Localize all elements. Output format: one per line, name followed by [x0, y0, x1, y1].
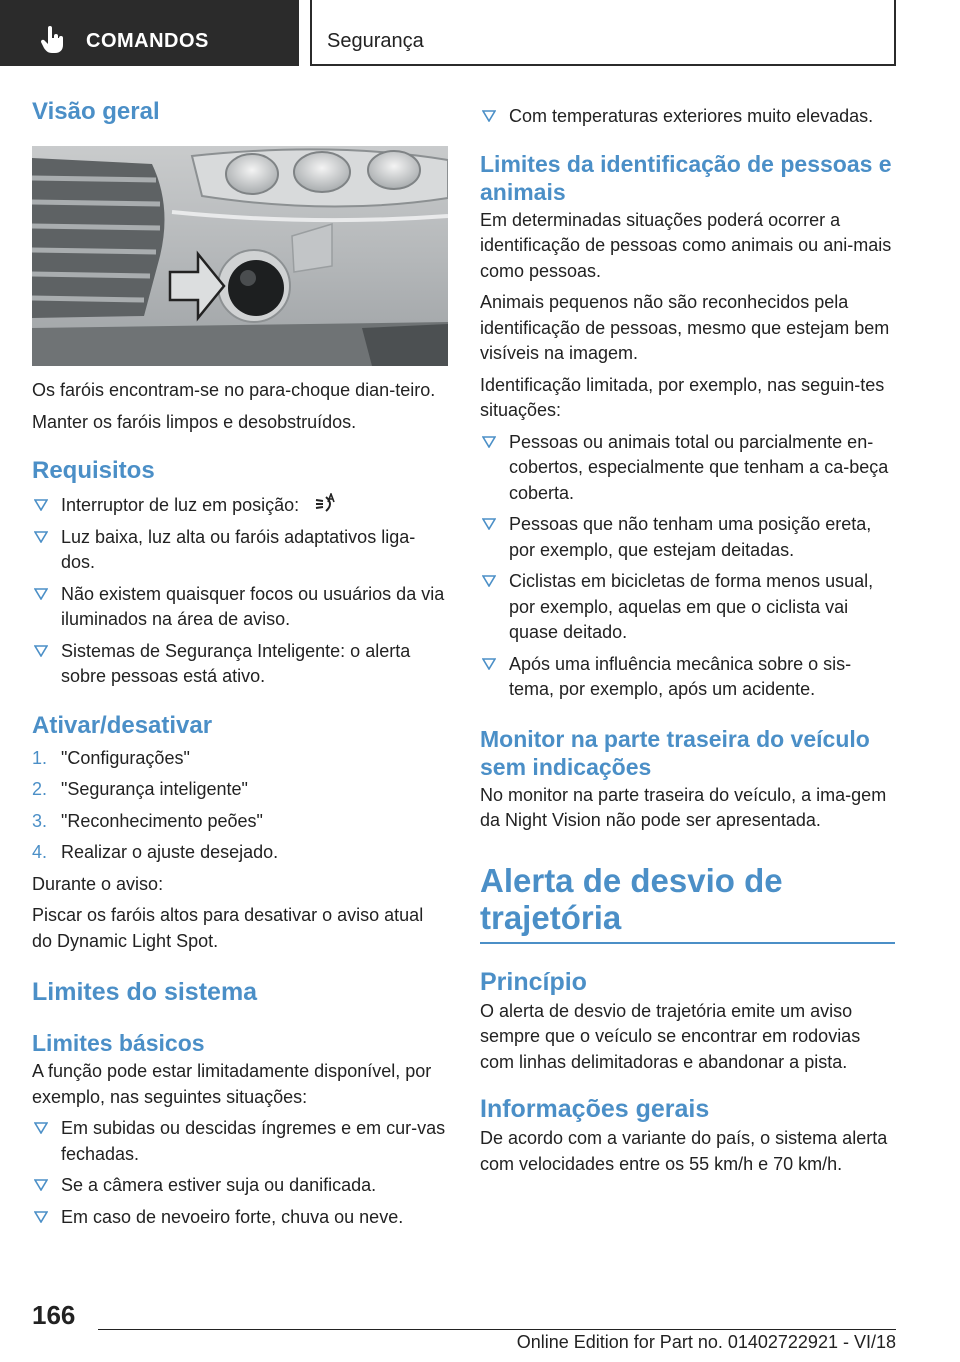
paragraph-farois-1: Os faróis encontram-se no para-choque dian-teiro.	[32, 380, 436, 400]
triangle-bullet-icon	[482, 575, 496, 587]
list-item: Em subidas ou descidas íngremes e em cur-vas fechadas.	[32, 1116, 448, 1167]
chapter-label: COMANDOS	[86, 30, 209, 52]
paragraph-ident-2: Animais pequenos não são reconhecidos pela identificação de pessoas, mesmo que estejam bem visíveis na imagem.	[480, 292, 890, 363]
list-item: 1. "Configurações"	[32, 747, 190, 768]
section-tab	[310, 0, 896, 66]
heading-monitor-traseira: Monitor na parte traseira do veículo sem indicações	[480, 725, 870, 780]
list-item: 3. "Reconhecimento peões"	[32, 810, 263, 831]
left-column	[32, 98, 448, 1230]
triangle-bullet-icon	[34, 499, 48, 511]
heading-informacoes-gerais: Informações gerais	[480, 1095, 710, 1123]
paragraph-farois-2: Manter os faróis limpos e desobstruídos.	[32, 411, 357, 432]
triangle-bullet-icon	[34, 1122, 48, 1134]
footer-edition: Online Edition for Part no. 01402722921 - VI/18	[516, 1332, 896, 1352]
triangle-bullet-icon	[34, 531, 48, 543]
heading-visao-geral: Visão geral	[32, 98, 160, 125]
paragraph-ident-1: Em determinadas situações poderá ocorrer a identificação de pessoas como animais ou ani-mais como pessoas.	[480, 209, 892, 281]
paragraph-principio: O alerta de desvio de trajetória emite um aviso sempre que o veículo se encontrar em rodovias com linhas delimitadoras e abandonar a pista.	[480, 1000, 861, 1072]
list-item: Luz baixa, luz alta ou faróis adaptativos liga-dos.	[32, 525, 448, 576]
list-item: Não existem quaisquer focos ou usuários da via iluminados na área de aviso.	[32, 582, 448, 633]
hand-pointer-icon	[40, 26, 66, 54]
heading-requisitos: Requisitos	[32, 457, 155, 484]
page-number: 166	[32, 1300, 76, 1330]
triangle-bullet-icon	[34, 1211, 48, 1223]
heading-principio: Princípio	[480, 967, 587, 996]
heading-alerta-desvio: Alerta de desvio de trajetória	[480, 862, 895, 944]
list-item: Em caso de nevoeiro forte, chuva ou neve.	[32, 1205, 448, 1231]
list-item: Se a câmera estiver suja ou danificada.	[32, 1173, 448, 1199]
paragraph-ident-3: Identificação limitada, por exemplo, nas seguin-tes situações:	[480, 374, 885, 420]
list-item: Pessoas que não tenham uma posição ereta, por exemplo, que estejam deitadas.	[480, 512, 895, 563]
list-item: Interruptor de luz em posição:	[32, 493, 448, 519]
list-item: 2. "Segurança inteligente"	[32, 779, 248, 799]
triangle-bullet-icon	[482, 110, 496, 122]
paragraph-monitor: No monitor na parte traseira do veículo, a ima-gem da Night Vision não pode ser apresentada.	[480, 784, 887, 830]
paragraph-funcao: A função pode estar limitadamente disponível, por exemplo, nas seguintes situações:	[32, 1061, 432, 1107]
page-header	[0, 0, 960, 66]
list-item: Com temperaturas exteriores muito elevadas.	[480, 104, 895, 130]
basicos-list	[32, 1116, 448, 1230]
basicos-list-continued	[480, 104, 895, 130]
list-item: Após uma influência mecânica sobre o sis-tema, por exemplo, após um acidente.	[480, 652, 895, 703]
list-item: Pessoas ou animais total ou parcialmente en-cobertos, especialmente que tenham a ca-beça coberta.	[480, 430, 895, 507]
right-column	[480, 104, 895, 1177]
ident-list	[480, 430, 895, 703]
automatic-headlight-icon	[314, 493, 336, 515]
heading-limites-sistema: Limites do sistema	[32, 978, 258, 1006]
paragraph-piscar: Piscar os faróis altos para desativar o aviso atual do Dynamic Light Spot.	[32, 905, 424, 951]
triangle-bullet-icon	[482, 518, 496, 530]
passos-list	[32, 746, 448, 866]
triangle-bullet-icon	[34, 645, 48, 657]
list-item: Sistemas de Segurança Inteligente: o alerta sobre pessoas está ativo.	[32, 639, 448, 690]
triangle-bullet-icon	[34, 1179, 48, 1191]
paragraph-info: De acordo com a variante do país, o sistema alerta com velocidades entre os 55 km/h e 70 km/h.	[480, 1128, 888, 1174]
triangle-bullet-icon	[482, 436, 496, 448]
section-label: Segurança	[327, 30, 424, 52]
heading-limites-identificacao: Limites da identificação de pessoas e animais	[480, 150, 892, 205]
list-item: Ciclistas em bicicletas de forma menos usual, por exemplo, aquelas em que o ciclista vai quase deitado.	[480, 569, 895, 646]
triangle-bullet-icon	[34, 588, 48, 600]
requisitos-list	[32, 493, 448, 690]
heading-ativar-desativar: Ativar/desativar	[32, 711, 213, 739]
triangle-bullet-icon	[482, 658, 496, 670]
paragraph-durante: Durante o aviso:	[32, 873, 164, 894]
footer-divider	[98, 1329, 896, 1330]
heading-limites-basicos: Limites básicos	[32, 1030, 205, 1056]
chapter-tab	[0, 0, 299, 66]
list-item: 4. Realizar o ajuste desejado.	[32, 842, 279, 862]
headlight-photo	[32, 146, 448, 366]
